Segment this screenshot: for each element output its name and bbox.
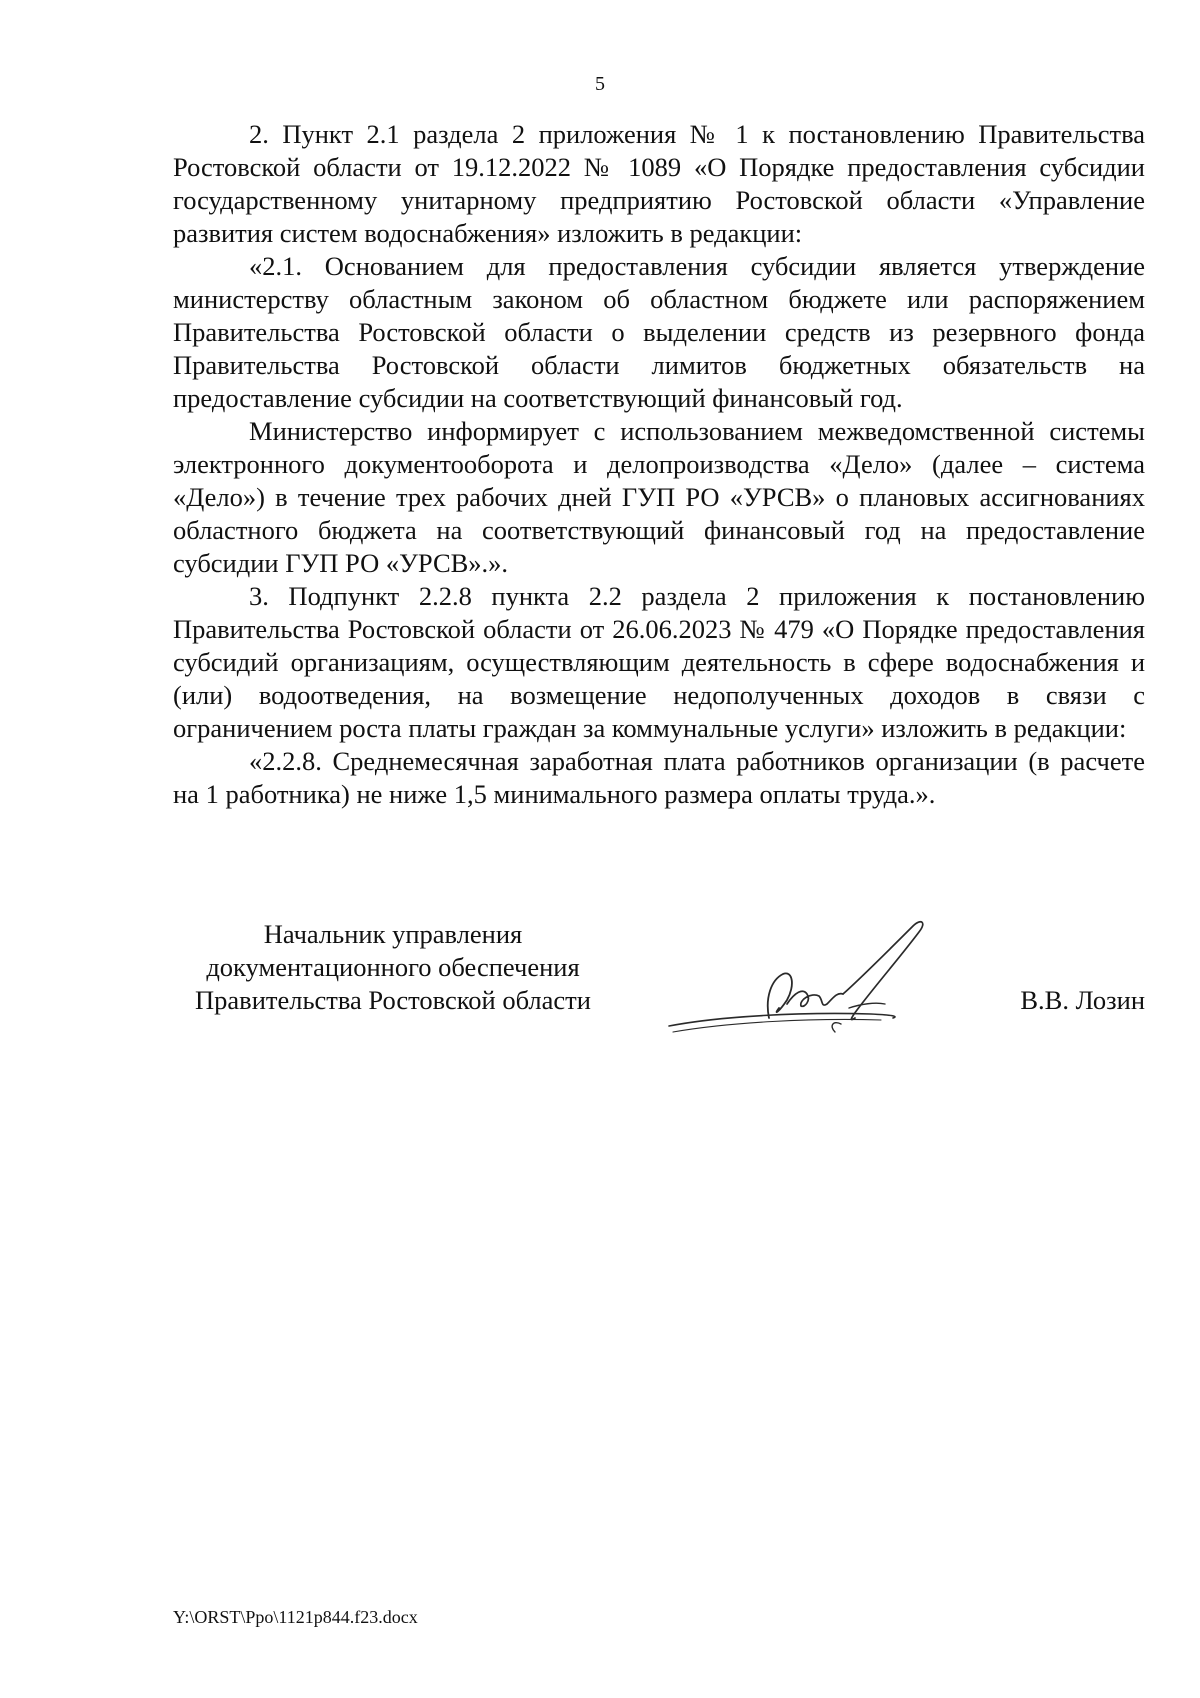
signatory-position-line: Правительства Ростовской области bbox=[195, 985, 591, 1015]
signatory-position-line: документационного обеспечения bbox=[206, 952, 580, 982]
signatory-position-line: Начальник управления bbox=[263, 919, 523, 949]
paragraph-item-2-1: «2.1. Основанием для предоставления субсидии является утверждение министерству областным законом об областном бюджете или распоряжением Правительства Ростовской области о выделении средств из резервного фонда Правительства Ростовской области лимитов бюджетных обязательств на предоставление субсидии на соответствующий финансовый год. bbox=[173, 251, 1145, 413]
page-number: 5 bbox=[595, 73, 605, 95]
paragraph-ministry-informs: Министерство информирует с использованием межведомственной системы электронного документооборота и делопроизводства «Дело» (далее – система «Дело») в течение трех рабочих дней ГУП РО «УРСВ» о плановых ассигнованиях областного бюджета на соответствующий финансовый год на предоставление субсидии ГУП РО «УРСВ».». bbox=[173, 416, 1145, 578]
handwritten-signature bbox=[661, 908, 961, 1048]
paragraph-item-3: 3. Подпункт 2.2.8 пункта 2.2 раздела 2 приложения к постановлению Правительства Ростовской области от 26.06.2023 № 479 «О Порядке предоставления субсидий организациям, осуществляющим деятельность в сфере водоснабжения и (или) водоотведения, на возмещение недополученных доходов в связи с ограничением роста платы граждан за коммунальные услуги» изложить в редакции: bbox=[173, 581, 1145, 743]
file-path: Y:\ORST\Ppo\1121p844.f23.docx bbox=[173, 1607, 418, 1627]
document-body bbox=[173, 118, 1145, 811]
paragraph-item-2-2-8: «2.2.8. Среднемесячная заработная плата работников организации (в расчете на 1 работника) не ниже 1,5 минимального размера оплаты труда.». bbox=[173, 746, 1145, 809]
signatory-position bbox=[173, 918, 613, 1017]
signature-block bbox=[173, 918, 1145, 1058]
signatory-name: В.В. Лозин bbox=[1020, 985, 1145, 1015]
paragraph-item-2: 2. Пункт 2.1 раздела 2 приложения № 1 к постановлению Правительства Ростовской области от 19.12.2022 № 1089 «О Порядке предоставления субсидии государственному унитарному предприятию Ростовской области «Управление развития систем водоснабжения» изложить в редакции: bbox=[173, 119, 1145, 248]
